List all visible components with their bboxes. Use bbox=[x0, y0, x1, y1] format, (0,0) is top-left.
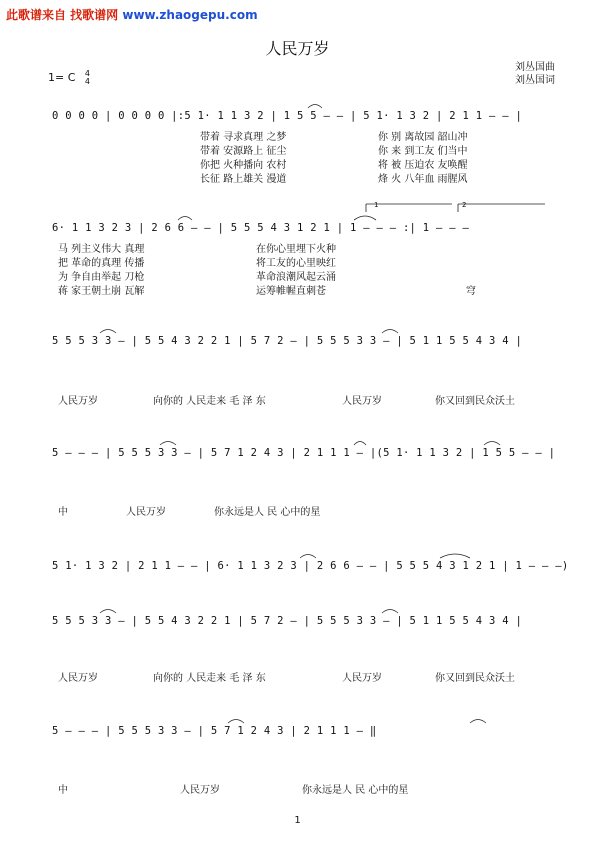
lyricist-credit: 刘丛国词 bbox=[515, 75, 555, 86]
verse3-line-a: 你把 火种播向 农村 bbox=[200, 160, 287, 171]
verse2-line-c: 把 革命的真理 传播 bbox=[58, 258, 145, 269]
notation-row-2: 6· 1 1 3 2 3 | 2 6 6 — — | 5 5 5 4 3 1 2 1 | 1 — — — :| 1 — — — bbox=[52, 222, 470, 234]
verse2-line-d: 将工友的心里映红 bbox=[256, 258, 336, 269]
verse3-line-c: 为 争自由举起 刀枪 bbox=[58, 272, 145, 283]
chorus-1-part-4: 你又回到民众沃土 bbox=[435, 396, 515, 407]
chorus-2-part-2: 人民万岁 bbox=[126, 507, 166, 518]
chorus-4-part-2: 人民万岁 bbox=[180, 785, 220, 796]
chorus-4-part-3: 你永远是人 民 心中的星 bbox=[302, 785, 409, 796]
notation-row-6: 5 5 5 3 3 — | 5 5 4 3 2 2 1 | 5 7 2 — | 5 5 5 3 3 — | 5 1 1 5 5 4 3 4 | bbox=[52, 615, 523, 627]
chorus-1-part-3: 人民万岁 bbox=[342, 396, 382, 407]
verse1-line-a: 带着 寻求真理 之梦 bbox=[200, 132, 287, 143]
verse2-line-a: 带着 安源路上 征尘 bbox=[200, 146, 287, 157]
time-top: 4 bbox=[84, 69, 90, 78]
notation-row-7: 5 — — — | 5 5 5 3 3 — | 5 7 1 2 4 3 | 2 1 1 1 — ‖ bbox=[52, 725, 377, 737]
chorus-3-part-3: 人民万岁 bbox=[342, 673, 382, 684]
verse1-line-b: 你 别 离故园 韶山冲 bbox=[378, 132, 468, 143]
verse3-line-b: 将 被 压迫农 友唤醒 bbox=[378, 160, 468, 171]
chorus-2-part-1: 中 bbox=[58, 507, 68, 518]
notation-row-1: 0 0 0 0 | 0 0 0 0 |:5 1· 1 1 3 2 | 1 5 5 — — | 5 1· 1 3 2 | 2 1 1 — — | bbox=[52, 110, 523, 122]
volta-first: 1 bbox=[374, 201, 379, 209]
verse2-line-b: 你 来 到工友 们当中 bbox=[378, 146, 468, 157]
chorus-4-part-1: 中 bbox=[58, 785, 68, 796]
verse4-line-b: 烽 火 八年血 雨腥风 bbox=[378, 174, 468, 185]
chorus-3-part-1: 人民万岁 bbox=[58, 673, 98, 684]
verse4-line-c: 蒋 家王朝土崩 瓦解 bbox=[58, 286, 145, 297]
composer-credit: 刘丛国曲 bbox=[515, 62, 555, 73]
volta-second: 2 bbox=[462, 201, 467, 209]
key-label: 1= C bbox=[48, 71, 76, 84]
verse4-line-a: 长征 路上雄关 漫道 bbox=[200, 174, 287, 185]
page-number: 1 bbox=[294, 815, 301, 826]
chorus-1-part-1: 人民万岁 bbox=[58, 396, 98, 407]
chorus-2-part-3: 你永远是人 民 心中的星 bbox=[214, 507, 321, 518]
notation-row-5: 5 1· 1 3 2 | 2 1 1 — — | 6· 1 1 3 2 3 | 2 6 6 — — | 5 5 5 4 3 1 2 1 | 1 — — —) bbox=[52, 560, 569, 572]
verse3-line-d: 革命浪潮风起云涌 bbox=[256, 272, 336, 283]
watermark-url: www.zhaogepu.com bbox=[122, 8, 258, 22]
chorus-3-part-4: 你又回到民众沃土 bbox=[435, 673, 515, 684]
verse4-line-e: 穹 bbox=[466, 286, 476, 297]
song-title: 人民万岁 bbox=[265, 39, 330, 58]
notation-row-3: 5 5 5 3 3 — | 5 5 4 3 2 2 1 | 5 7 2 — | 5 5 5 3 3 — | 5 1 1 5 5 4 3 4 | bbox=[52, 335, 523, 347]
time-bottom: 4 bbox=[84, 77, 90, 86]
verse4-line-d: 运筹帷幄直刺苍 bbox=[256, 286, 326, 297]
verse1-line-c: 马 列主义伟大 真理 bbox=[58, 244, 145, 255]
watermark-site-name: 此歌谱来自 找歌谱网 bbox=[6, 8, 119, 22]
verse1-line-d: 在你心里埋下火种 bbox=[256, 244, 336, 255]
chorus-1-part-2: 向你的 人民走来 毛 泽 东 bbox=[153, 396, 266, 407]
chorus-3-part-2: 向你的 人民走来 毛 泽 东 bbox=[153, 673, 266, 684]
notation-row-4: 5 — — — | 5 5 5 3 3 — | 5 7 1 2 4 3 | 2 1 1 1 — |(5 1· 1 1 3 2 | 1 5 5 — — | bbox=[52, 447, 556, 459]
